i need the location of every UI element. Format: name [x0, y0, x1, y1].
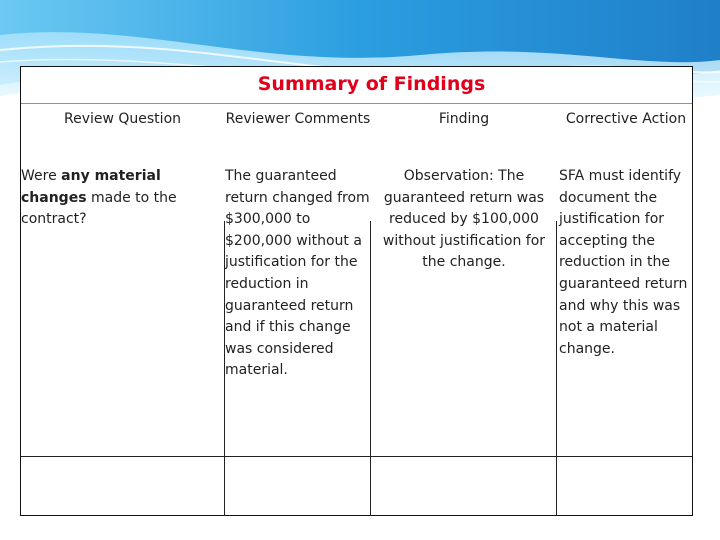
question-text-post: made to the contract? — [21, 189, 177, 228]
cell-corrective-action: SFA must identify document the justification for accepting the reduction in the guaranteed return and why this was not a material change. — [559, 168, 688, 357]
question-emphasis-2: changes — [21, 189, 87, 206]
header-review-question: Review Question — [63, 111, 182, 127]
table-title: Summary of Findings — [257, 73, 486, 95]
column-divider-2 — [370, 221, 371, 516]
column-divider-1 — [224, 221, 225, 516]
question-text-pre: Were — [21, 168, 62, 184]
findings-table — [20, 66, 693, 516]
question-emphasis-1: any material — [61, 168, 161, 184]
table-title-row — [21, 67, 692, 104]
header-finding: Finding — [438, 111, 490, 127]
column-divider-3 — [556, 221, 557, 516]
header-corrective-action: Corrective Action — [565, 111, 687, 127]
row-divider — [21, 456, 692, 457]
cell-review-question — [21, 166, 221, 231]
cell-finding: Observation: The guaranteed return was reduced by $100,000 without justification for the change. — [382, 168, 546, 271]
cell-reviewer-comments: The guaranteed return changed from $300,000 to $200,000 without a justification for the reduction in guaranteed return and if this change was considered material. — [225, 168, 370, 379]
header-reviewer-comments: Reviewer Comments — [225, 111, 371, 127]
